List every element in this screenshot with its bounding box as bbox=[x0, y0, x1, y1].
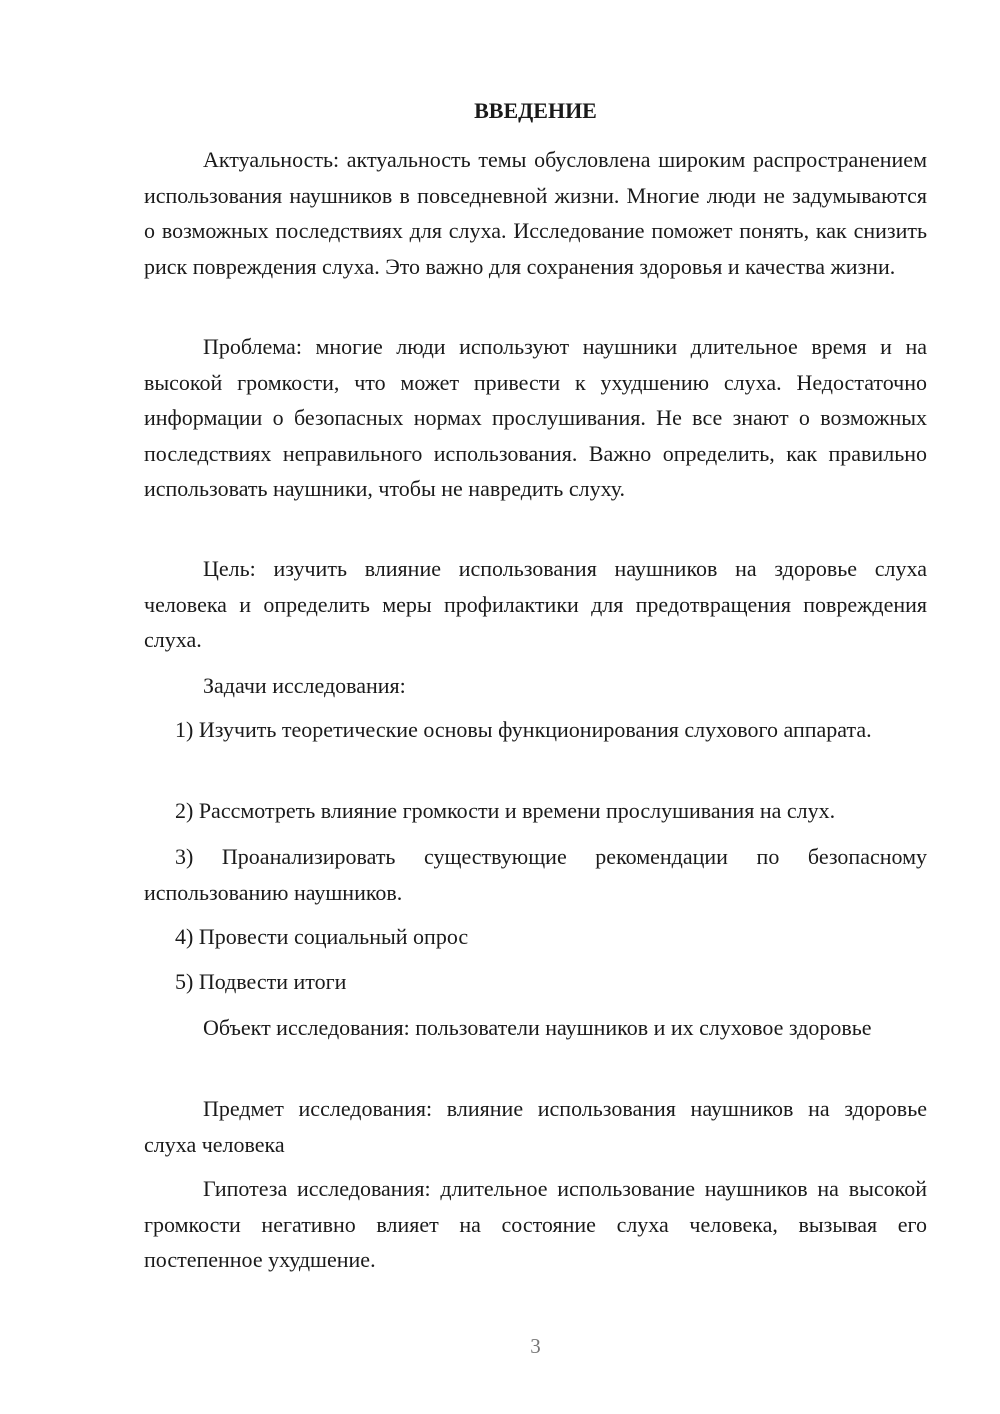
goal-paragraph: Цель: изучить влияние использования наушников на здоровье слуха человека и определить меры профилактики для предотвращения повреждения слуха. bbox=[144, 556, 927, 652]
task-item-4: 4) Провести социальный опрос bbox=[175, 924, 469, 949]
task-item-2: 2) Рассмотреть влияние громкости и времени прослушивания на слух. bbox=[175, 798, 836, 823]
object-paragraph: Объект исследования: пользователи наушников и их слуховое здоровье bbox=[203, 1015, 872, 1040]
hypothesis-paragraph: Гипотеза исследования: длительное использование наушников на высокой громкости негативно влияет на состояние слуха человека, вызывая его постепенное ухудшение. bbox=[144, 1176, 927, 1272]
tasks-heading: Задачи исследования: bbox=[203, 673, 406, 698]
subject-paragraph: Предмет исследования: влияние использования наушников на здоровье слуха человека bbox=[144, 1096, 927, 1157]
task-item-1: 1) Изучить теоретические основы функционирования слухового аппарата. bbox=[175, 717, 872, 742]
relevance-paragraph: Актуальность: актуальность темы обусловлена широким распространением использования наушников в повседневной жизни. Многие люди не задумываются о возможных последствиях для слуха. Исследование поможет понять, как снизить риск повреждения слуха. Это важно для сохранения здоровья и качества жизни. bbox=[144, 147, 927, 279]
problem-paragraph: Проблема: многие люди используют наушники длительное время и на высокой громкости, что может привести к ухудшению слуха. Недостаточно информации о безопасных нормах прослушивания. Не все знают о возможных последствиях неправильного использования. Важно определить, как правильно использовать наушники, чтобы не навредить слуху. bbox=[144, 334, 927, 501]
section-heading: ВВЕДЕНИЕ bbox=[474, 98, 597, 123]
task-item-3: 3) Проанализировать существующие рекомендации по безопасному использованию наушников. bbox=[144, 844, 927, 905]
task-item-5: 5) Подвести итоги bbox=[175, 969, 347, 994]
page-number: 3 bbox=[530, 1334, 541, 1358]
